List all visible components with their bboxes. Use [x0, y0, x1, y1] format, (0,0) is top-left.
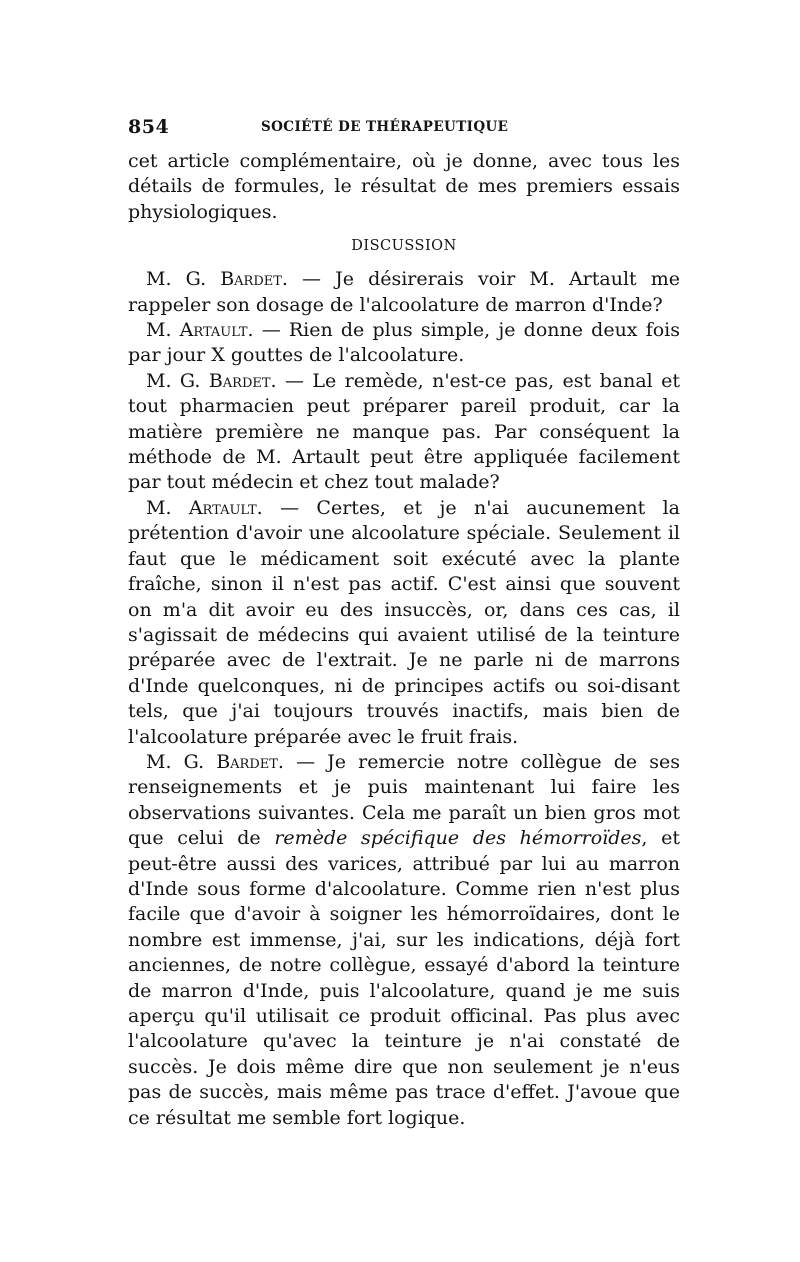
- intro-paragraph: cet article complémentaire, où je donne, avec tous les détails de formules, le résultat de mes premiers essais physiologiques.: [128, 150, 680, 223]
- section-title: DISCUSSION: [351, 238, 457, 255]
- speaker-name: M. G. Bardet.: [146, 369, 277, 392]
- paragraph-text: — Je remercie notre collègue de ses renseignements et je puis maintenant lui faire les observations suivantes. Cela me paraît un bien gros mot que celui de: [128, 750, 681, 850]
- speaker-name: M. G. Bardet.: [146, 750, 284, 773]
- paragraph-text: — Je désirerais voir M. Artault me rappeler son dosage de l'alcoolature de marron d'Inde?: [128, 268, 680, 316]
- paragraph-text: — Certes, et je n'ai aucunement la prétention d'avoir une alcoolature spéciale. Seulement il faut que le médicament soit exécuté avec la plante fraîche, sinon il n'est pas actif. C'est ainsi que souvent on m'a dit avoir eu des insuccès, or, dans ces cas, il s'agissait de médecins qui avaient utilisé de la teinture préparée avec de l'extrait. Je ne parle ni de marrons d'Inde quelconques, ni de principes actifs ou soi-disant tels, que j'ai toujours trouvés inactifs, mais bien de l'alcoolature préparée avec le fruit frais.: [128, 496, 681, 748]
- running-title: SOCIÉTÉ DE THÉRAPEUTIQUE: [261, 119, 509, 135]
- paragraph: [128, 369, 680, 496]
- paragraph-text: — Le remède, n'est-ce pas, est banal et tout pharmacien peut préparer pareil produit, car la matière première ne manque pas. Par conséquent la méthode de M. Artault peut être appliquée facilement par tout médecin et chez tout malade?: [128, 369, 680, 494]
- paragraph: [128, 750, 680, 1131]
- paragraph-text: , et peut-être aussi des varices, attribué par lui au marron d'Inde sous forme d'alcoolature. Comme rien n'est plus facile que d'avoir à soigner les hémorroïdaires, dont le nombre est immense, j'ai, sur les indications, déjà fort anciennes, de notre collègue, essayé d'abord la teinture de marron d'Inde, puis l'alcoolature, quand je me suis aperçu qu'il utilisait ce produit officinal. Pas plus avec l'alcoolature qu'avec la teinture je n'ai constaté de succès. Je dois même dire que non seulement je n'eus pas de succès, mais même pas trace d'effet. J'avoue que ce résultat me semble fort logique.: [128, 827, 680, 1129]
- emphasized-term: remède spécifique des hémorroïdes: [274, 827, 642, 850]
- speaker-name: M. Artault.: [146, 319, 254, 342]
- speaker-name: M. G. Bardet.: [146, 268, 288, 291]
- page-number: 854: [128, 116, 170, 138]
- page-header: [128, 116, 678, 140]
- speaker-name: M. Artault.: [146, 496, 263, 519]
- paragraph: [128, 318, 680, 369]
- body-text: [128, 149, 680, 1131]
- paragraph: [128, 267, 680, 318]
- paragraph-text: — Rien de plus simple, je donne deux fois par jour X gouttes de l'alcoolature.: [128, 319, 680, 367]
- paragraph: [128, 496, 680, 750]
